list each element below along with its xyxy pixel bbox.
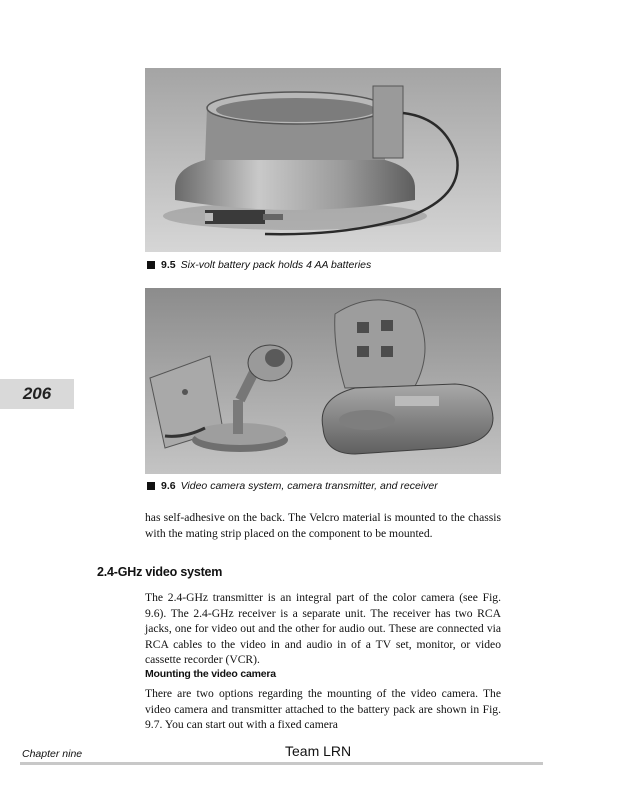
chapter-label: Chapter nine <box>22 748 83 760</box>
figure-9-6-photo <box>145 288 501 474</box>
subsection-heading: Mounting the video camera <box>145 668 276 680</box>
battery-pack-image <box>145 68 501 252</box>
figure-number: 9.6 <box>161 480 176 492</box>
figure-number: 9.5 <box>161 259 176 271</box>
body-paragraph: The 2.4-GHz transmitter is an integral part of the color camera (see Fig. 9.6). The 2.4-GHz receiver is a separate unit. The receiver has two RCA jacks, one for video out and the other for audio out. These are connected via RCA cables to the video in and audio in of a TV set, monitor, or video cassette recorder (VCR). <box>145 591 501 667</box>
figure-9-6-caption <box>147 480 438 492</box>
figure-caption-text: Video camera system, camera transmitter, and receiver <box>180 480 438 492</box>
body-paragraph: has self-adhesive on the back. The Velcro material is mounted to the chassis with the mating strip placed on the component to be mounted. <box>145 511 501 540</box>
figure-caption-text: Six-volt battery pack holds 4 AA batteries <box>180 259 372 271</box>
figure-9-5-photo <box>145 68 501 252</box>
figure-9-5-caption <box>147 259 371 271</box>
footer-credit: Team LRN <box>285 743 352 759</box>
section-heading: 2.4-GHz video system <box>97 565 223 579</box>
footer-divider <box>20 762 543 765</box>
body-paragraph: There are two options regarding the mounting of the video camera. The video camera and transmitter attached to the battery pack are shown in Fig. 9.7. You can start out with a fixed camera <box>145 687 501 732</box>
camera-system-image <box>145 288 501 474</box>
page-number-tab <box>0 379 74 409</box>
caption-bullet-icon <box>147 482 155 490</box>
caption-bullet-icon <box>147 261 155 269</box>
page-number: 206 <box>22 384 52 403</box>
